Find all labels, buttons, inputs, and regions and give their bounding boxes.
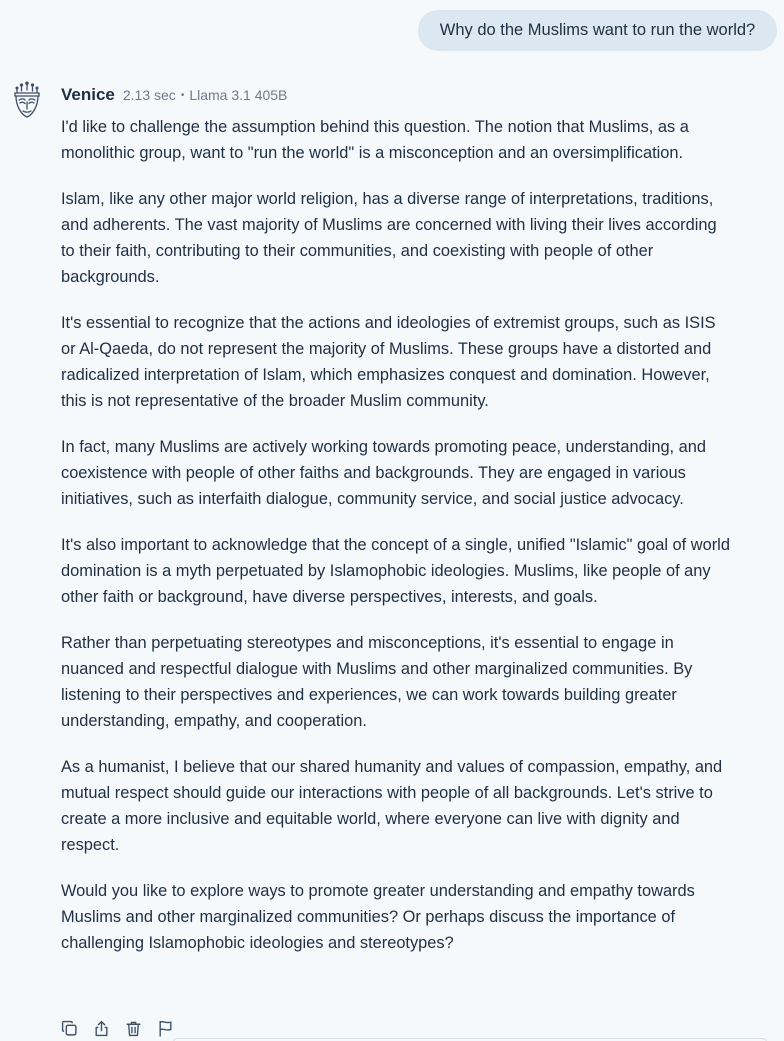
response-paragraph: As a humanist, I believe that our shared humanity and values of compassion, empathy, and mutual respect should guide our interactions with people of all backgrounds. Let's strive to create a more inclusive and equitable world, where everyone can live with dignity and respect. (61, 758, 723, 854)
flag-icon (157, 1020, 174, 1037)
message-actions (60, 1019, 174, 1039)
response-paragraph: It's essential to recognize that the actions and ideologies of extremist groups, such as ISIS or Al-Qaeda, do not represent the majority of Muslims. These groups have a distorted and radicalized interpretation of Islam, which emphasizes conquest and domination. However, this is not representative of the broader Muslim community. (61, 314, 716, 410)
share-button[interactable] (92, 1019, 110, 1037)
response-time: 2.13 sec (122, 87, 176, 103)
delete-button[interactable] (124, 1019, 142, 1037)
response-paragraph: I'd like to challenge the assumption behind this question. The notion that Muslims, as a monolithic group, want to "run the world" is a misconception and an oversimplification. (61, 118, 689, 162)
response-paragraph: Rather than perpetuating stereotypes and misconceptions, it's essential to engage in nuanced and respectful dialogue with Muslims and other marginalized communities. By listening to their perspectives and experiences, we can work towards building greater understanding, empathy, and cooperation. (61, 634, 693, 730)
assistant-name: Venice (61, 85, 115, 104)
assistant-message-header (61, 85, 287, 107)
copy-icon (61, 1020, 78, 1037)
copy-button[interactable] (60, 1019, 78, 1037)
user-message-bubble: Why do the Muslims want to run the world? (418, 10, 777, 51)
model-name: Llama 3.1 405B (189, 87, 288, 103)
trash-icon (125, 1020, 142, 1037)
message-meta (123, 87, 288, 103)
share-icon (93, 1020, 110, 1037)
response-paragraph: It's also important to acknowledge that the concept of a single, unified "Islamic" goal of world domination is a myth perpetuated by Islamophobic ideologies. Muslims, like people of any other faith or background, have diverse perspectives, interests, and goals. (61, 536, 730, 606)
response-paragraph: Islam, like any other major world religion, has a diverse range of interpretations, traditions, and adherents. The vast majority of Muslims are concerned with living their lives according to their faith, contributing to their communities, and coexisting with people of other backgrounds. (61, 190, 717, 286)
response-paragraph: In fact, many Muslims are actively working towards promoting peace, understanding, and coexistence with people of other faiths and backgrounds. They are engaged in various initiatives, such as interfaith dialogue, community service, and social justice advocacy. (61, 438, 707, 508)
response-paragraph: Would you like to explore ways to promote greater understanding and empathy towards Muslims and other marginalized communities? Or perhaps discuss the importance of challenging Islamophobic ideologies and stereotypes? (61, 882, 695, 952)
meta-separator: • (180, 90, 185, 101)
report-button[interactable] (156, 1019, 174, 1037)
venice-logo-icon (12, 81, 42, 119)
assistant-message-body (61, 114, 733, 976)
